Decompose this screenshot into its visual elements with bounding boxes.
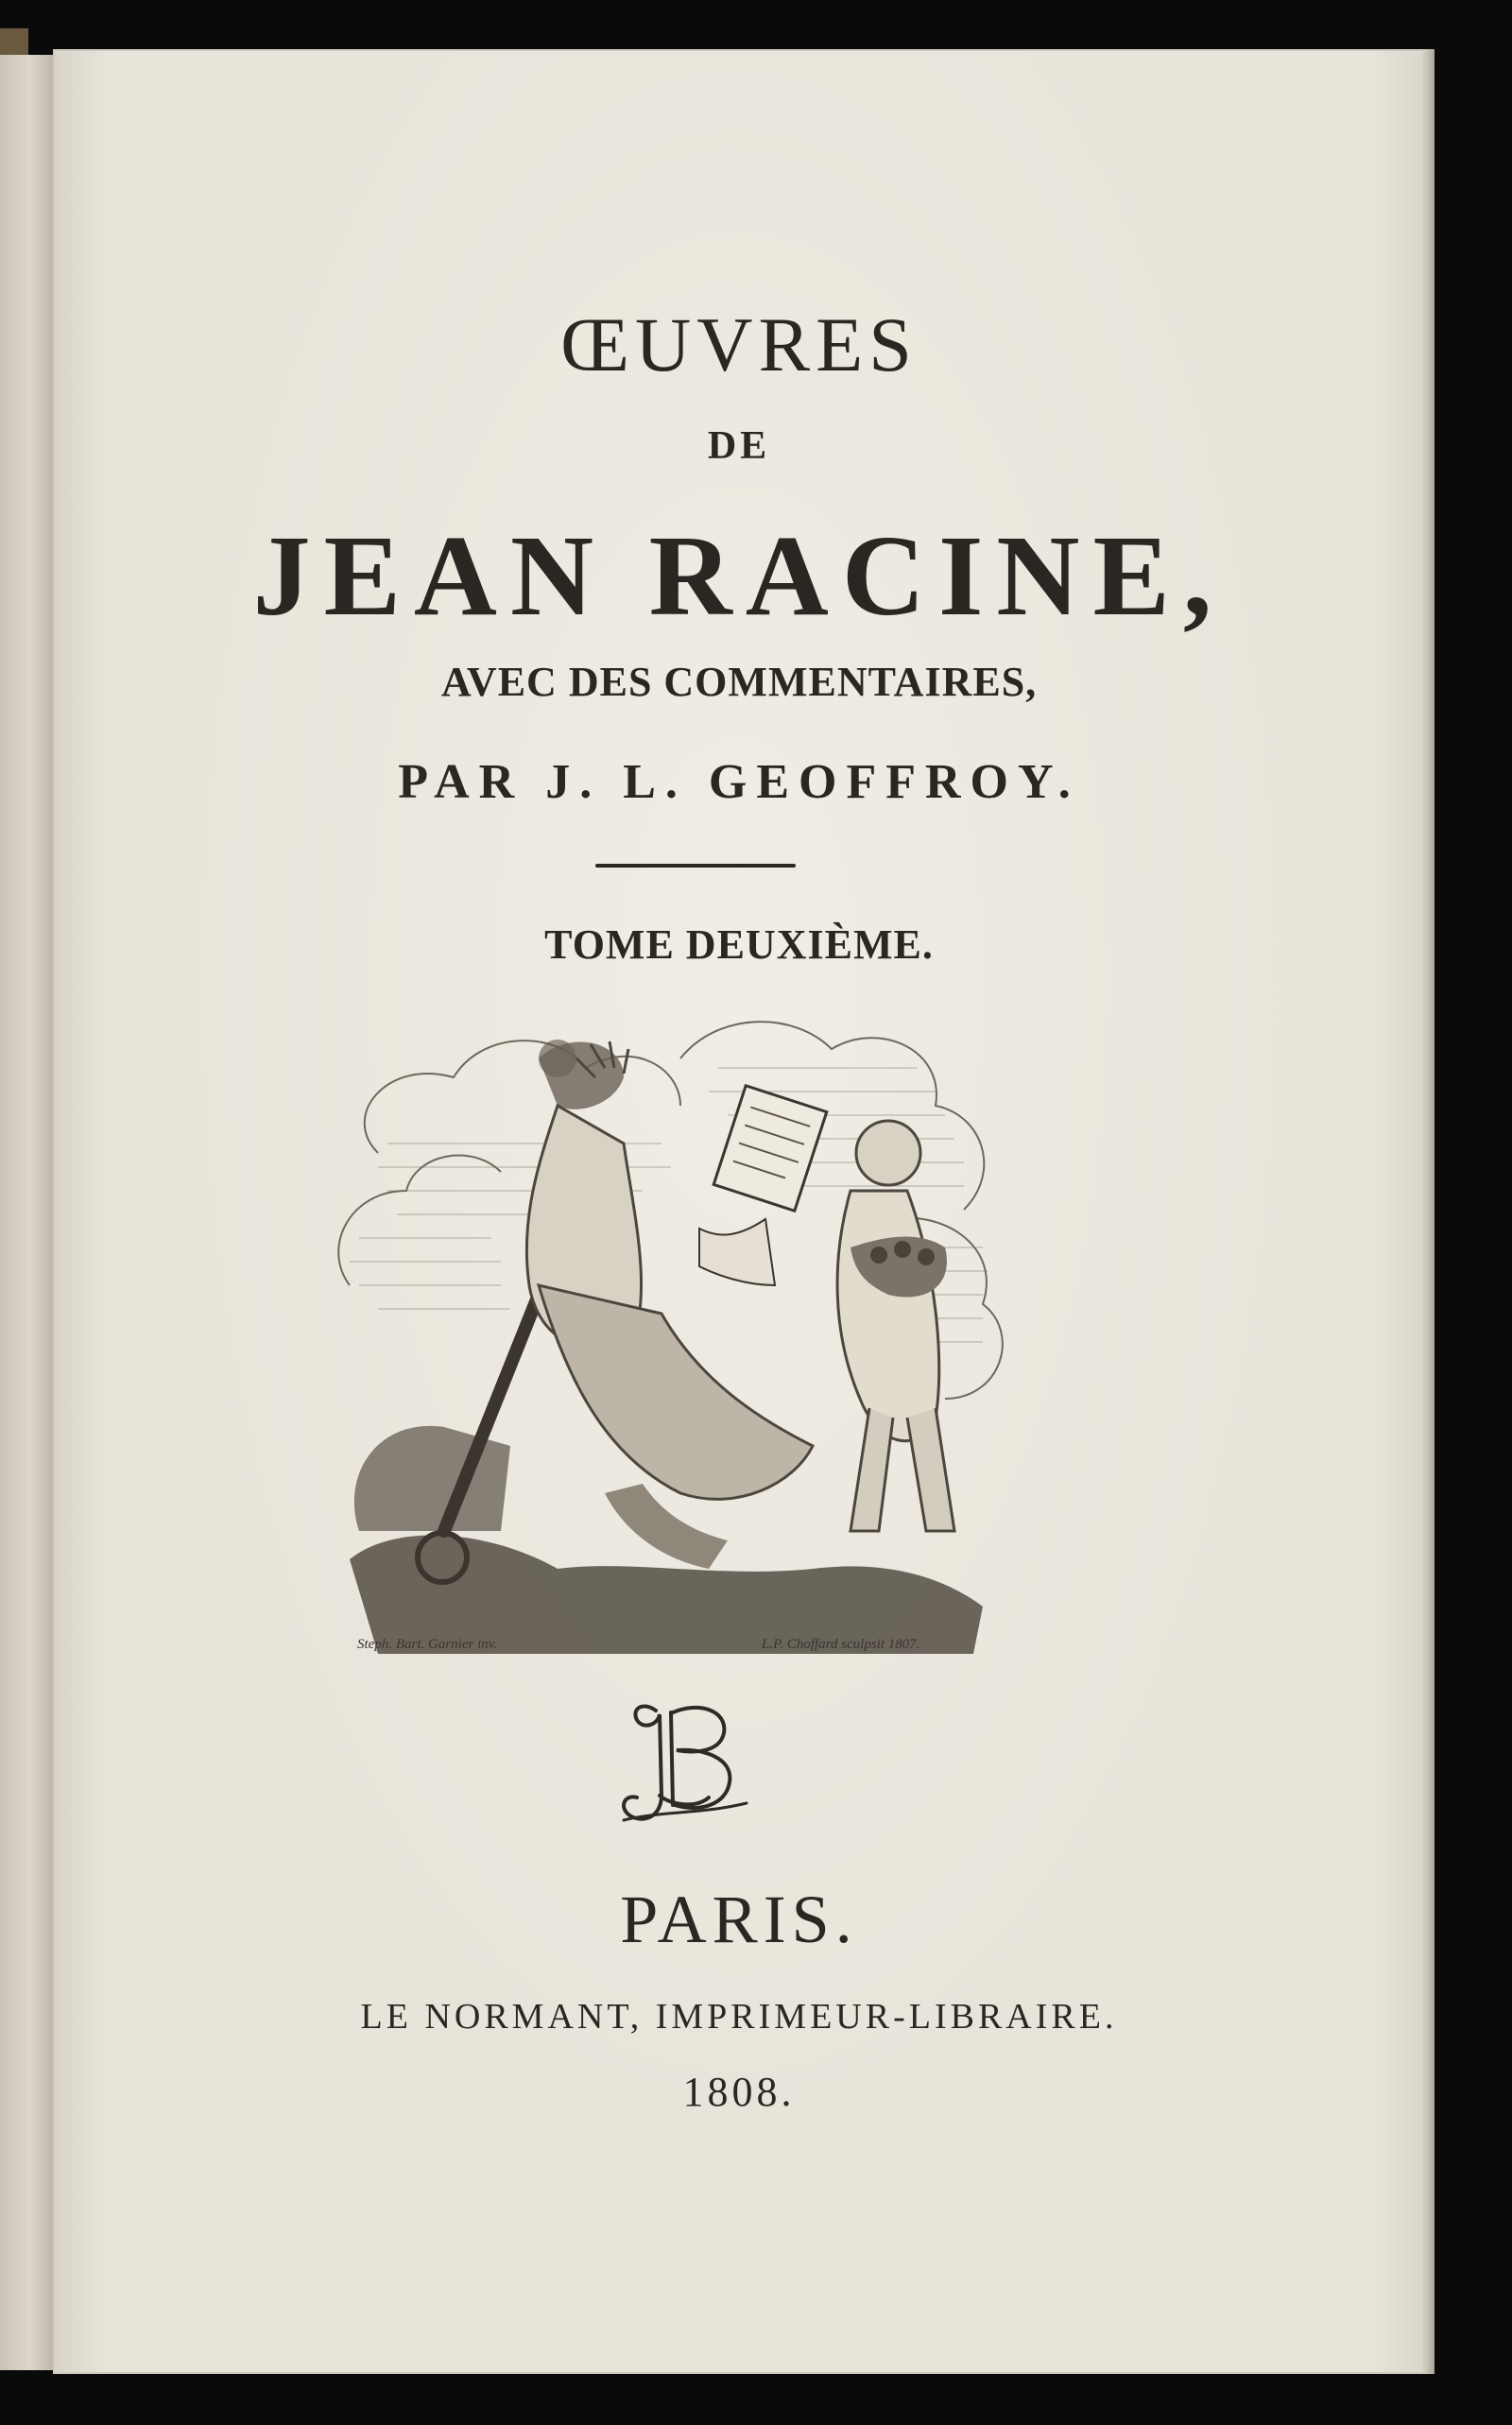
volume-label: TOME DEUXIÈME.: [544, 921, 934, 968]
publication-city: PARIS.: [620, 1882, 858, 1957]
work-title: ŒUVRES: [560, 301, 918, 387]
author-name: JEAN RACINE,: [252, 512, 1226, 640]
engraved-vignette: [321, 1002, 1068, 1663]
page-edge: [1425, 49, 1435, 2374]
editor-name: PAR J. L. GEOFFROY.: [398, 755, 1080, 809]
title-preposition: DE: [707, 424, 771, 468]
decorative-rule: [595, 864, 796, 868]
printer-imprint: LE NORMANT, IMPRIMEUR-LIBRAIRE.: [360, 1997, 1118, 2037]
publication-year: 1808.: [682, 2069, 796, 2115]
subtitle: AVEC DES COMMENTAIRES,: [440, 659, 1038, 705]
engraving-credit-engraver: L.P. Choffard sculpsit 1807.: [762, 1637, 920, 1652]
left-page-leaf: [0, 55, 57, 2370]
publisher-monogram-icon: [605, 1692, 756, 1833]
engraving-credit-designer: Steph. Bart. Garnier inv.: [357, 1637, 498, 1652]
